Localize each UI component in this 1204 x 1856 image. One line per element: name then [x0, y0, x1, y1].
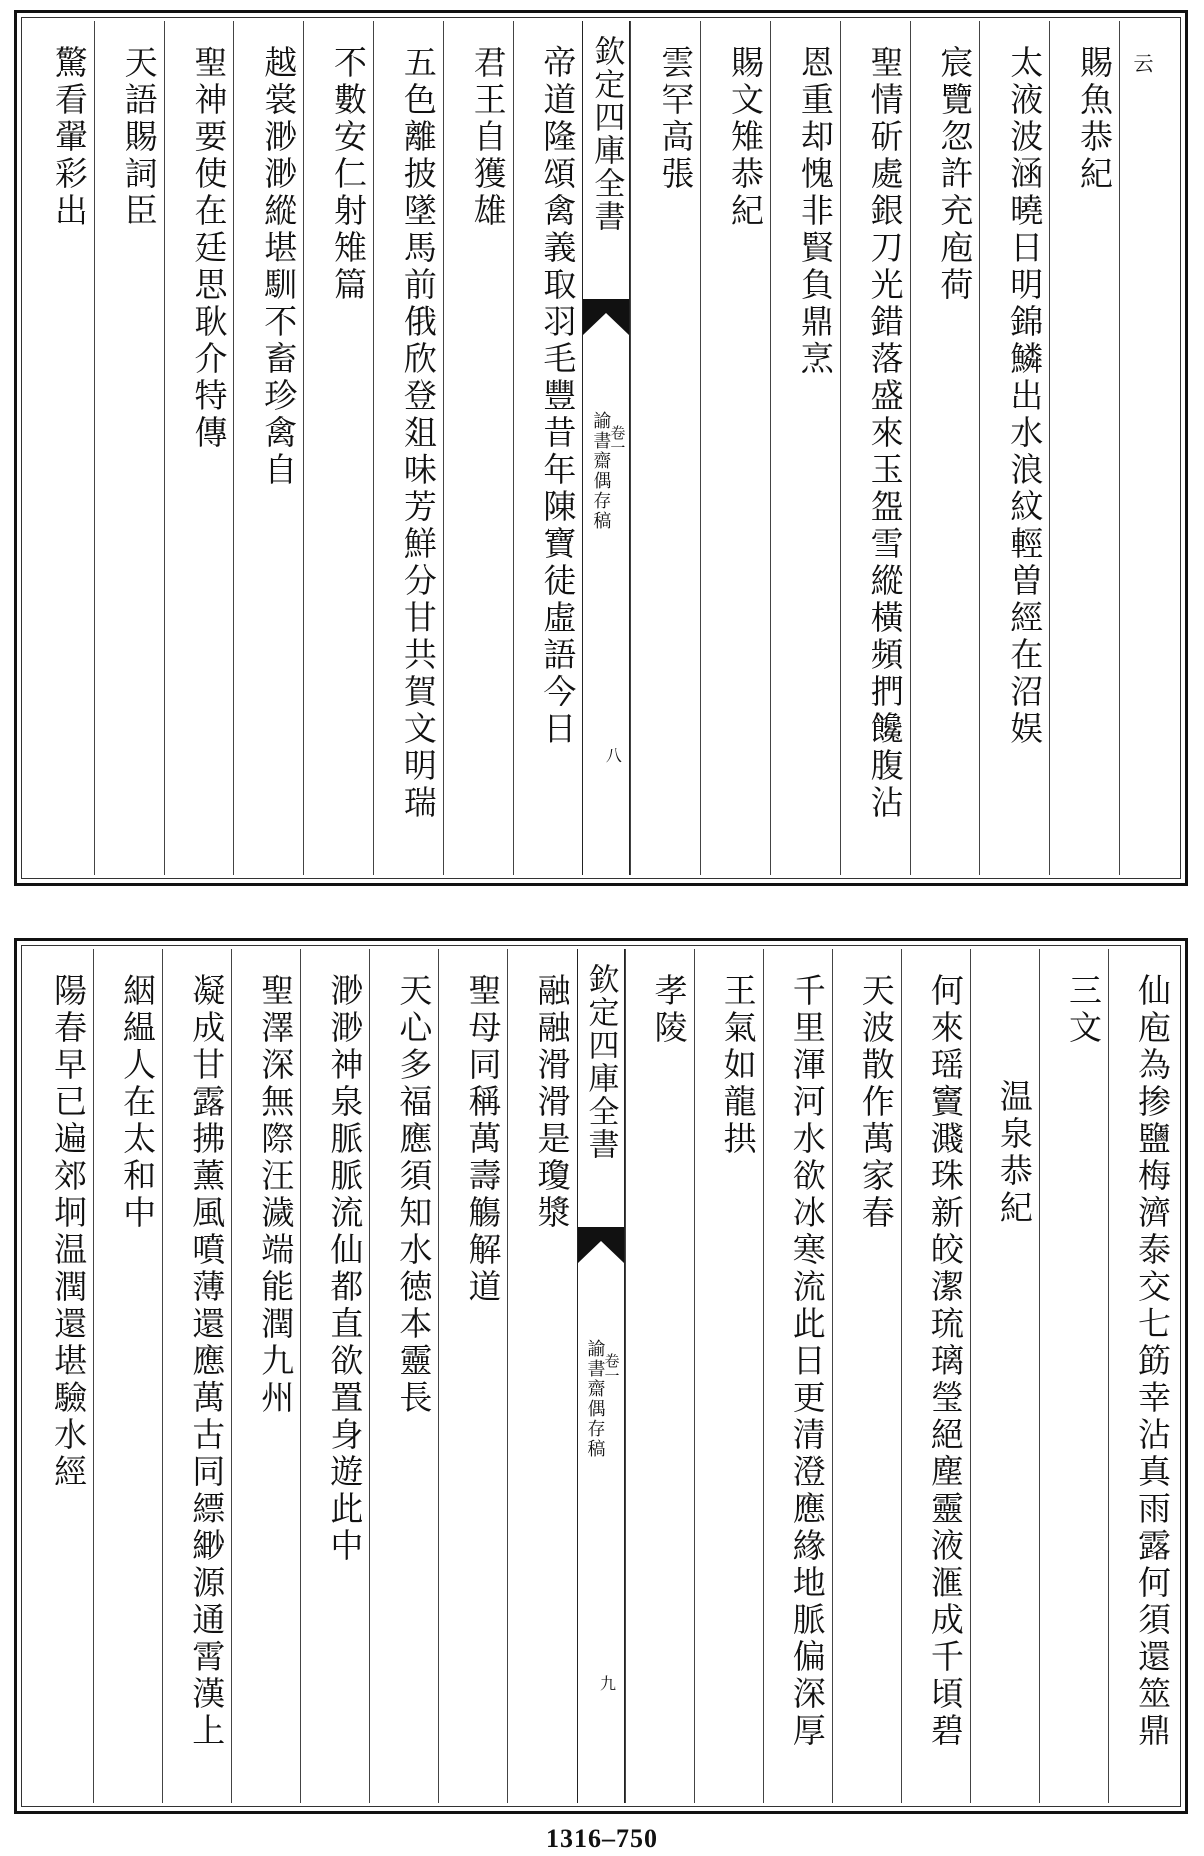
- spine-leaf-number: 九: [597, 1675, 617, 1691]
- text-column: 不數安仁射雉篇: [303, 21, 373, 875]
- text-column: 陽春早已遍郊坰温潤還堪驗水經: [49, 973, 89, 1491]
- text-column: 凝成甘露拂薰風噴薄還應萬古同縹緲源通霄漢上: [162, 949, 231, 1803]
- text-column: 太液波涵曉日明錦鱗出水浪紋輕曽經在沼娱: [979, 21, 1049, 875]
- text-column: 聖澤深無際汪濊端能潤九州: [231, 949, 300, 1803]
- page-number: 1316–750: [546, 1824, 658, 1853]
- text-column: 天語賜詞臣: [94, 21, 164, 875]
- text-column: 驚看翬彩出: [49, 45, 89, 230]
- text-column: 温泉恭紀: [970, 949, 1039, 1803]
- spine-volume: 卷一: [608, 425, 627, 455]
- text-column: 聖神要使在廷思耿介特傳: [164, 21, 234, 875]
- corner-mark: 云: [1130, 53, 1154, 73]
- text-column: 渺渺神泉脈脈流仙都直欲置身遊此中: [300, 949, 369, 1803]
- text-column: 君王自獲雄: [443, 21, 513, 875]
- corner-column: [1119, 21, 1177, 875]
- spine-leaf-number: 八: [603, 747, 623, 763]
- text-column: 絪緼人在太和中: [93, 949, 162, 1803]
- center-spine: [582, 21, 630, 875]
- text-column: 雲罕高張: [630, 21, 700, 875]
- spine-title: 欽定四庫全書: [588, 35, 625, 233]
- spine-volume: 卷一: [602, 1353, 621, 1383]
- text-column: 千里渾河水欲冰寒流此日更清澄應緣地脈偏深厚: [763, 949, 832, 1803]
- text-column: 宸覽忽許充庖荷: [910, 21, 980, 875]
- text-column: 聖母同稱萬壽觴解道: [438, 949, 507, 1803]
- text-column: 孝陵: [625, 949, 694, 1803]
- top-page-columns: [25, 21, 1177, 875]
- text-column: 天波散作萬家春: [832, 949, 901, 1803]
- text-column: 恩重却愧非賢負鼎烹: [770, 21, 840, 875]
- text-column: 天心多福應須知水徳本靈長: [369, 949, 438, 1803]
- text-column: 賜文雉恭紀: [700, 21, 770, 875]
- fishtail-mark-icon: [578, 1227, 624, 1263]
- fishtail-mark-icon: [583, 299, 629, 335]
- text-column: 越裳渺渺縱堪馴不畜珍禽自: [233, 21, 303, 875]
- spine-subtitle: 諭書齋偶存稿: [590, 411, 612, 531]
- top-book-page: [14, 10, 1188, 886]
- text-column: 聖情斫處銀刀光錯落盛來玉盌雪縱橫頻捫饞腹沾: [840, 21, 910, 875]
- text-column: 融融滑滑是瓊漿: [507, 949, 576, 1803]
- bottom-page-columns: [25, 949, 1177, 1803]
- text-column: 仙庖為掺鹽梅濟泰交七筯幸沾真雨露何須還筮鼎: [1108, 949, 1177, 1803]
- text-column: 帝道隆頌禽義取羽毛豐昔年陳寶徒虛語今日: [513, 21, 583, 875]
- spine-subtitle: 諭書齋偶存稿: [584, 1339, 606, 1459]
- text-column: 三文: [1039, 949, 1108, 1803]
- text-column: 賜魚恭紀: [1049, 21, 1119, 875]
- text-column: 五色離披墜馬前俄欣登爼味芳鮮分甘共賀文明瑞: [373, 21, 443, 875]
- text-column: 王氣如龍拱: [694, 949, 763, 1803]
- center-spine: [577, 949, 625, 1803]
- bottom-book-page: [14, 938, 1188, 1814]
- text-column: 何來瑶竇濺珠新皎潔琉璃瑩絕塵靈液滙成千頃碧: [901, 949, 970, 1803]
- spine-title: 欽定四庫全書: [582, 963, 619, 1161]
